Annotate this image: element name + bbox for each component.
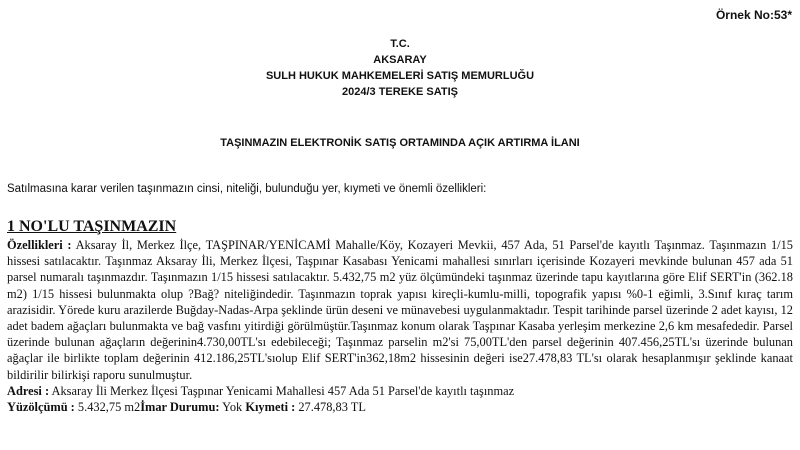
header-case-number: 2024/3 TEREKE SATIŞ xyxy=(342,86,458,98)
address-label: Adresi : xyxy=(7,383,50,398)
properties-paragraph xyxy=(7,237,793,383)
area-line xyxy=(7,399,793,415)
header-city: AKSARAY xyxy=(373,54,427,66)
header-tc: T.C. xyxy=(390,38,410,50)
property-title: 1 NO'LU TAŞINMAZIN xyxy=(7,218,177,235)
properties-text: Aksaray İl, Merkez İlçe, TAŞPINAR/YENİCAMİ Mahalle/Köy, Kozayeri Mevkii, 457 Ada, 51 Parsel'de kayıtlı Taşınmaz. Taşınmazın 1/15 hissesi satılacaktır. Taşınmaz Aksaray İli, Merkez İlçesi, Taşpınar Kasabası Yenicami mahallesi sınırları içerisinde Kozayeri mevkinde bulunan 457 ada 51 parsel numaralı taşınmazdır. Taşınmazın 1/15 hissesi satılacaktır. 5.432,75 m2 yüz ölçümündeki taşınmaz üzerinde tapu kayıtlarına göre Elif SERT'in (362.18 m2) 1/15 hissesi bulunmakta olup ?Bağ? niteliğindedir. Taşınmazın toprak yapısı kireçli-kumlu-milli, topografik yapısı %0-1 eğimli, 3.Sınıf kıraç tarım arazisidir. Yörede kuru arazilerde Buğday-Nadas-Arpa şeklinde ürün deseni ve münavebesi uygulanmaktadır. Tespit tarihinde parsel üzerinde 2 adet kayısı, 12 adet badem ağaçları bulunmakta ve bağ vasfını yitirdiği görülmüştür.Taşınmaz konum olarak Taşpınar Kasaba yerleşim merkezine 2,6 km mesafededir. Parsel üzerinde bulunan ağaçların değerinin4.730,00TL'sı edebileceği; Taşınmaz parselin m2'si 75,00TL'den parsel değerinin 407.456,25TL'sı üzerinde bulunan ağaçlar ile birlikte toplam değerinin 412.186,25TL'sıolup Elif SERT'in362,18m2 hissesinin değeri ise27.478,83 TL'sı olarak hesaplanmışır şeklinde kanaat bildirilir bilirkişi raporu sunulmuştur. xyxy=(7,238,793,382)
example-number: Örnek No:53* xyxy=(715,8,792,22)
value-amount: 27.478,83 TL xyxy=(295,400,366,415)
area-label: Yüzölçümü : xyxy=(7,400,75,415)
address-paragraph xyxy=(7,383,793,399)
address-text: Aksaray İli Merkez İlçesi Taşpınar Yenicami Mahallesi 457 Ada 51 Parsel'de kayıtlı taşınmaz xyxy=(49,383,515,398)
value-label: Kıymeti : xyxy=(245,400,296,415)
area-value: 5.432,75 m2 xyxy=(74,400,141,415)
zoning-value: Yok xyxy=(219,400,246,415)
intro-text: Satılmasına karar verilen taşınmazın cinsi, niteliği, bulunduğu yer, kıymeti ve önemli özellikleri: xyxy=(7,183,487,195)
zoning-label: İmar Durumu: xyxy=(140,400,220,415)
properties-label: Özellikleri : xyxy=(7,238,72,252)
property-section xyxy=(7,218,793,415)
header-office: SULH HUKUK MAHKEMELERİ SATIŞ MEMURLUĞU xyxy=(265,70,535,82)
notice-title: TAŞINMAZIN ELEKTRONİK SATIŞ ORTAMINDA AÇIK ARTIRMA İLANI xyxy=(220,137,580,149)
